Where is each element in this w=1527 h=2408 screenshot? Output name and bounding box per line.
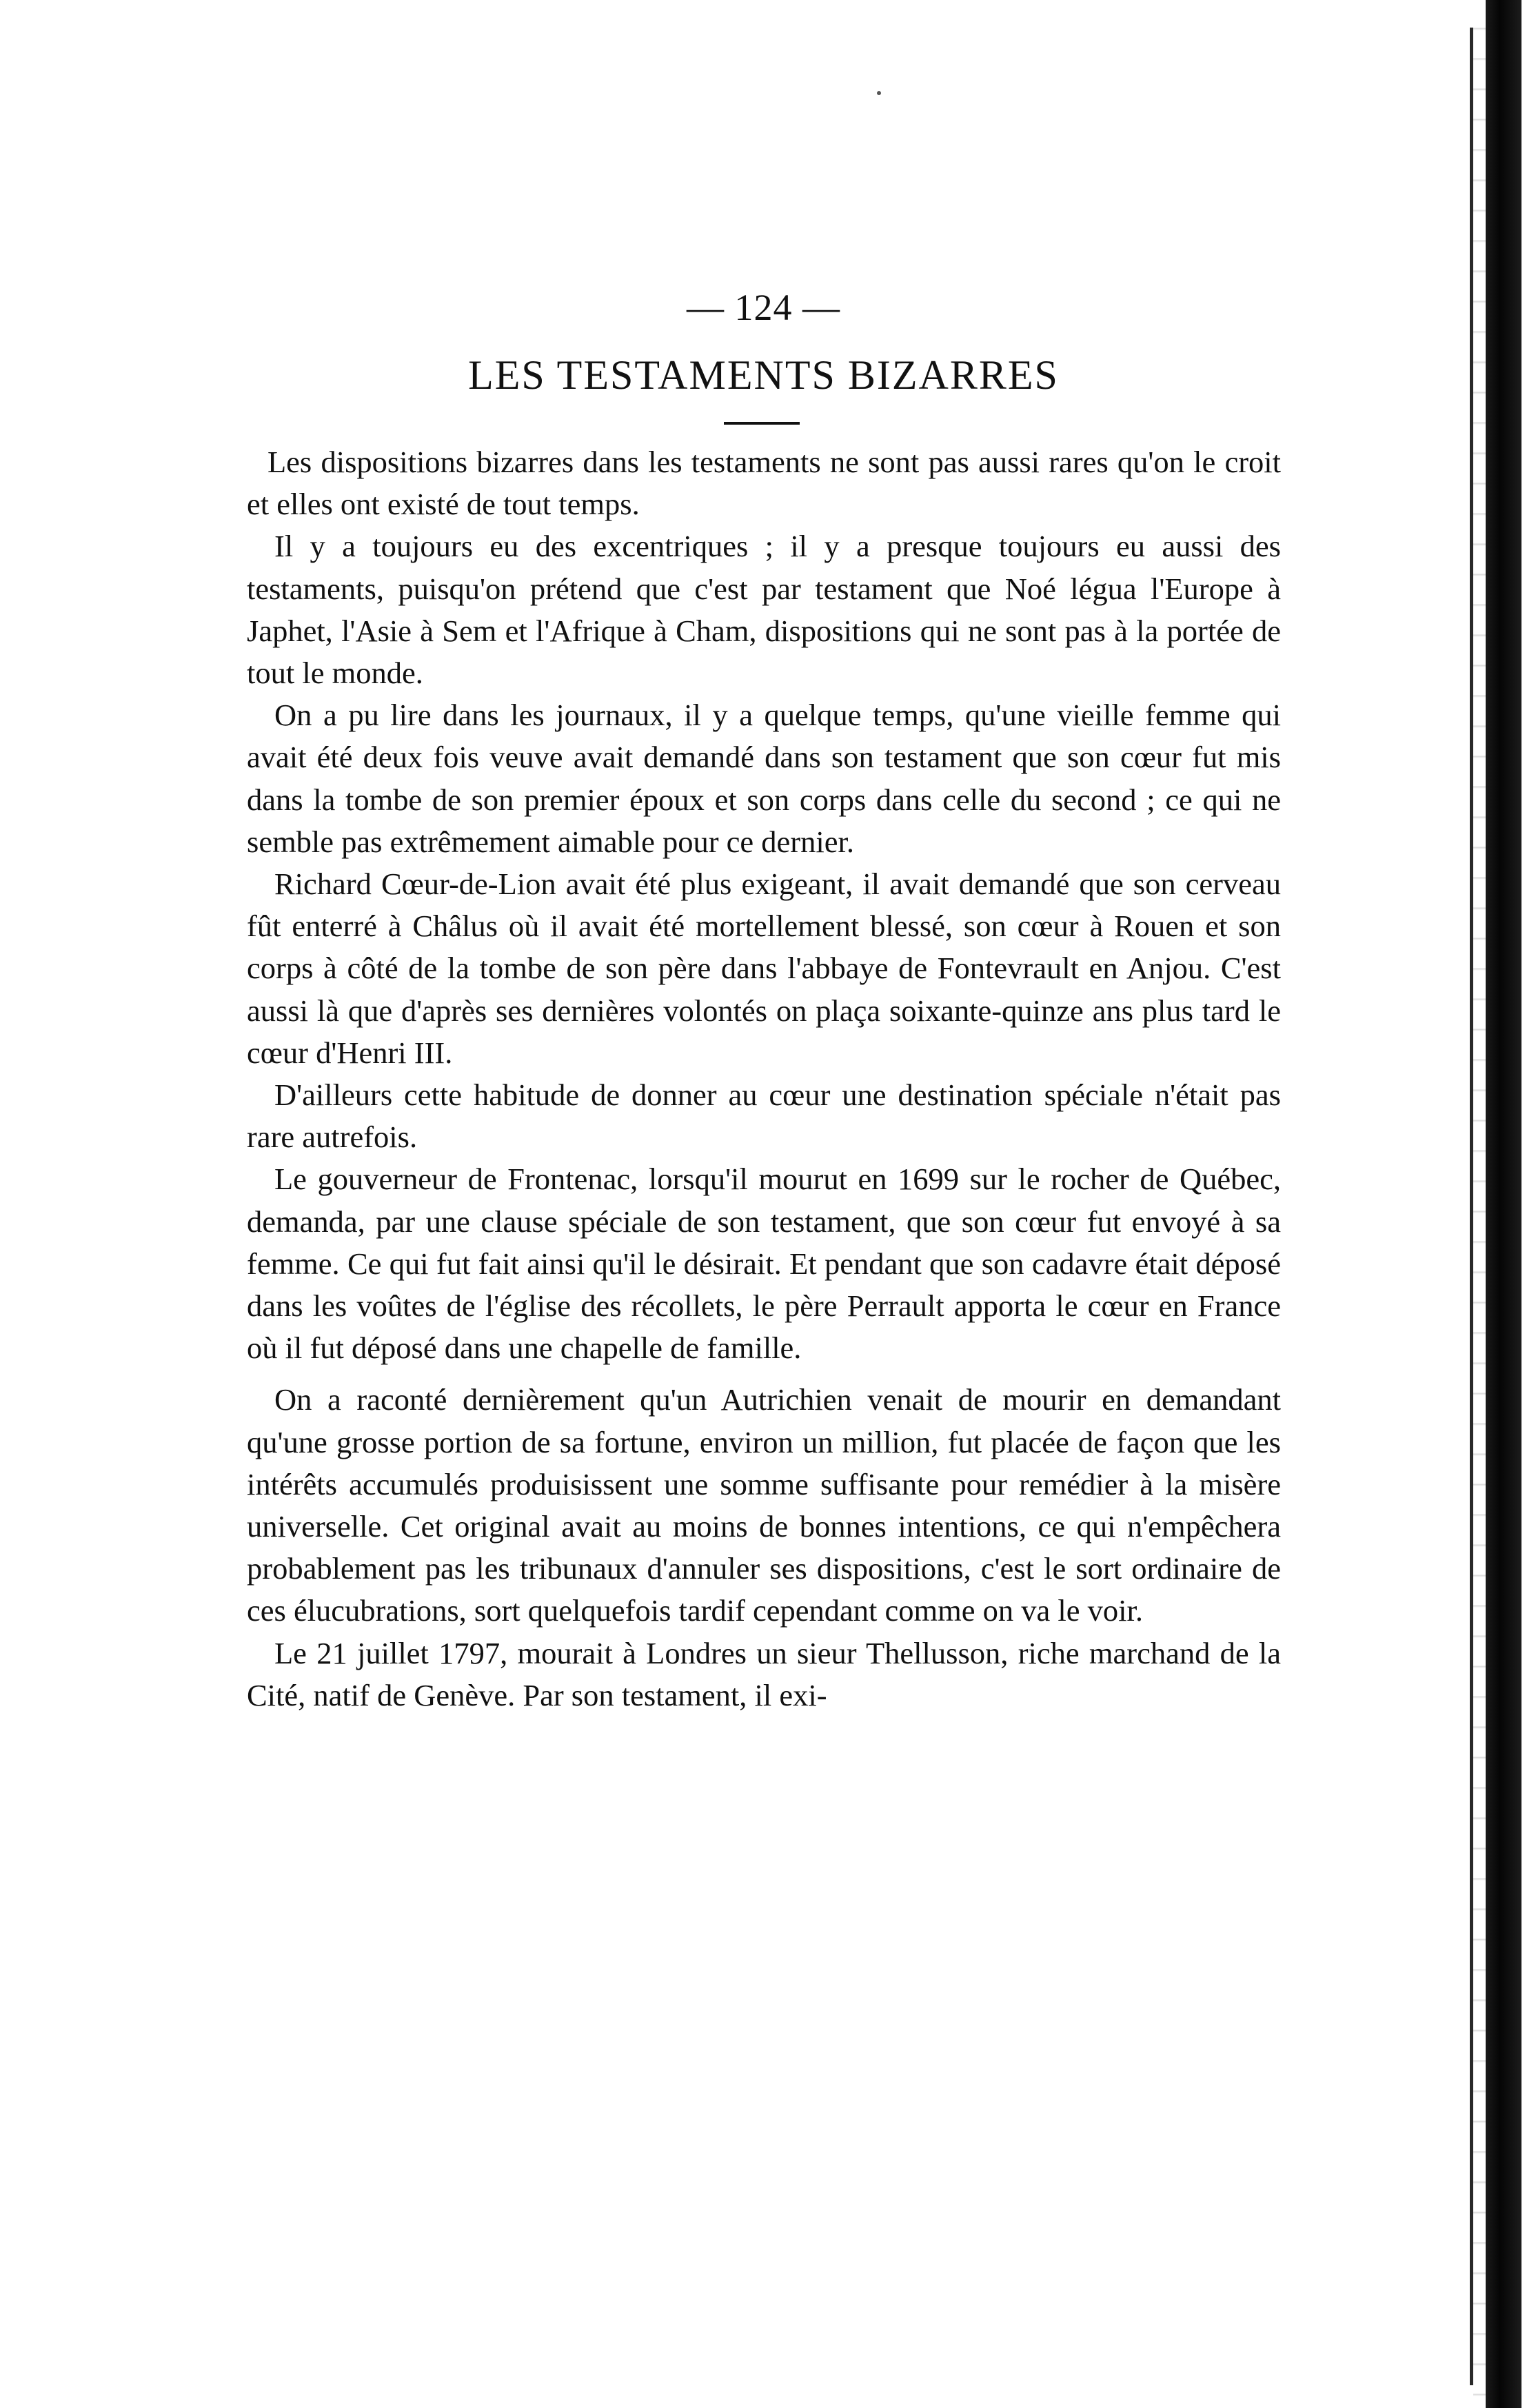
page-edges (1473, 0, 1486, 2408)
paragraph: Richard Cœur-de-Lion avait été plus exigeant, il avait demandé que son cerveau fût enterré à Châlus où il avait été mortellement blessé, son cœur à Rouen et son corps à côté de la tombe de son père dans l'abbaye de Fontevrault en Anjou. C'est aussi là que d'après ses dernières volontés on plaça soixante-quinze ans plus tard le cœur d'Henri III. (247, 867, 1281, 1070)
title-underline-rule (724, 422, 800, 425)
paragraph: On a raconté dernièrement qu'un Autrichien venait de mourir en demandant qu'une grosse portion de sa fortune, environ un million, fut placée de façon que les intérêts accumulés produisissent une somme suffisante pour remédier à la misère universelle. Cet original avait au moins de bonnes intentions, ce qui n'empêchera probablement pas les tribunaux d'annuler ses dispositions, c'est le sort ordinaire de ces élucubrations, sort quelquefois tardif cependant comme on va le voir. (247, 1382, 1281, 1628)
paragraph: Il y a toujours eu des excentriques ; il y a presque toujours eu aussi des testaments, puisqu'on prétend que c'est par testament que Noé légua l'Europe à Japhet, l'Asie à Sem et l'Afrique à Cham, dispositions qui ne sont pas à la portée de tout le monde. (247, 529, 1281, 691)
body-text (247, 441, 1281, 1717)
binding-spine (1486, 0, 1521, 2408)
paper-speck (877, 91, 881, 95)
paragraph: D'ailleurs cette habitude de donner au cœur une destination spéciale n'était pas rare autrefois. (247, 1077, 1281, 1155)
binding-line (1470, 28, 1473, 2385)
paragraph: Le gouverneur de Frontenac, lorsqu'il mourut en 1699 sur le rocher de Québec, demanda, par une clause spéciale de son testament, que son cœur fut envoyé à sa femme. Ce qui fut fait ainsi qu'il le désirait. Et pendant que son cadavre était déposé dans les voûtes de l'église des récollets, le père Perrault apporta le cœur en France où il fut déposé dans une chapelle de famille. (247, 1162, 1281, 1366)
book-binding-edge (1468, 0, 1527, 2408)
chapter-title: LES TESTAMENTS BIZARRES (468, 352, 1059, 398)
paragraph: Le 21 juillet 1797, mourait à Londres un sieur Thellusson, riche marchand de la Cité, natif de Genève. Par son testament, il exi- (247, 1635, 1281, 1712)
paragraph: On a pu lire dans les journaux, il y a quelque temps, qu'une vieille femme qui avait été deux fois veuve avait demandé dans son testament que son cœur fut mis dans la tombe de son premier époux et son corps dans celle du second ; ce qui ne semble pas extrêmement aimable pour ce dernier. (247, 698, 1281, 859)
page-number: — 124 — (687, 287, 840, 328)
paragraph: Les dispositions bizarres dans les testaments ne sont pas aussi rares qu'on le croit et elles ont existé de tout temps. (247, 445, 1281, 522)
